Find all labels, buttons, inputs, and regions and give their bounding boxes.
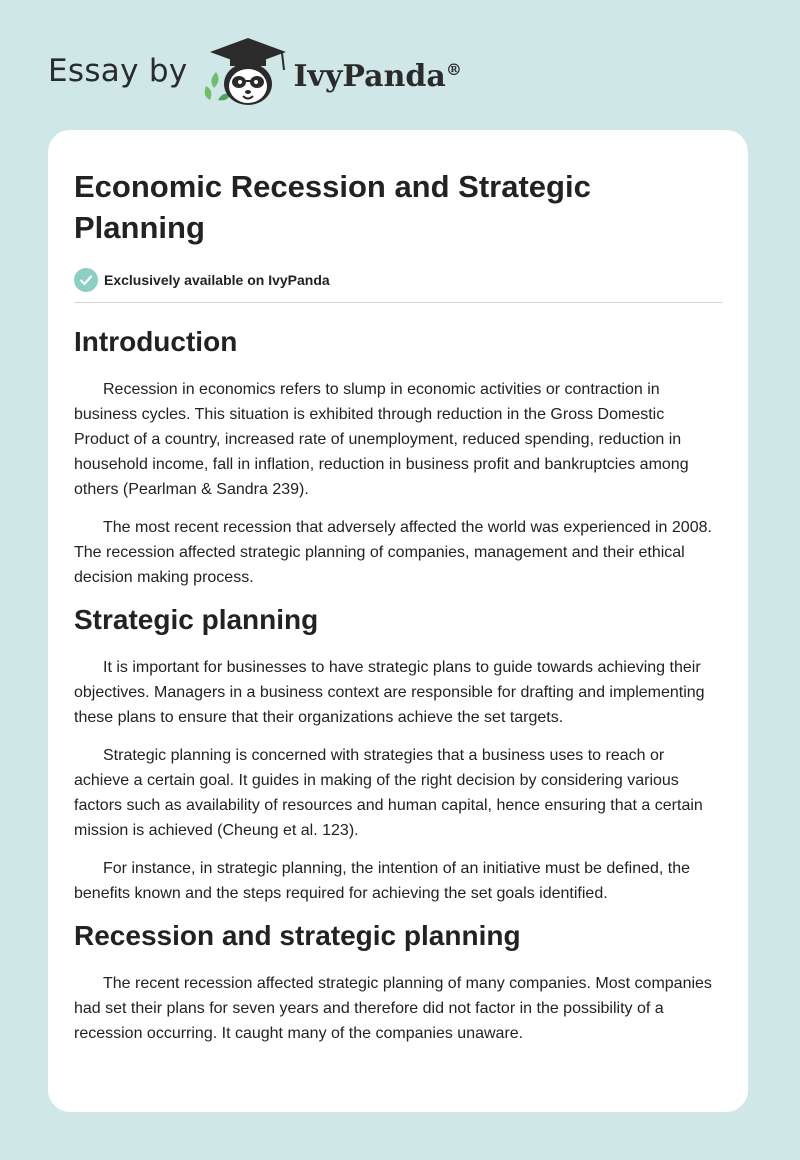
section-heading: Recession and strategic planning <box>74 920 521 951</box>
section-heading: Strategic planning <box>74 604 319 635</box>
section-introduction <box>74 325 722 590</box>
paragraph: The recent recession affected strategic planning of many companies. Most companies had set their plans for seven years and therefore did not factor in the possibility of a recession occurring. It caught many of the companies unaware. <box>74 975 712 1042</box>
exclusive-badge <box>74 266 722 294</box>
paragraph: Strategic planning is concerned with strategies that a business uses to reach or achieve a certain goal. It guides in making of the right decision by considering various factors such as availability of resources and human capital, hence ensuring that a certain mission is achieved (Cheung et al. 123). <box>74 747 703 839</box>
section-recession-and-strategic-planning <box>74 919 722 1046</box>
page-title: Economic Recession and Strategic Planning <box>74 169 591 245</box>
check-icon <box>74 268 98 292</box>
registered-mark: ® <box>445 59 462 79</box>
paragraph: It is important for businesses to have strategic plans to guide towards achieving their objectives. Managers in a business context are responsible for drafting and implementing these plans to ensure that their organizations achieve the set targets. <box>74 659 705 726</box>
brand-header <box>48 34 462 114</box>
brand-name: IvyPanda® <box>293 58 462 94</box>
section-heading: Introduction <box>74 326 238 357</box>
panda-graduate-icon <box>200 34 296 110</box>
brand-prefix: Essay by <box>48 53 188 89</box>
divider <box>74 302 722 303</box>
essay-card <box>48 130 748 1112</box>
paragraph: The most recent recession that adversely affected the world was experienced in 2008. The recession affected strategic planning of companies, management and their ethical decision making process. <box>74 519 712 586</box>
exclusive-label: Exclusively available on IvyPanda <box>104 272 330 288</box>
section-strategic-planning <box>74 603 722 906</box>
paragraph: For instance, in strategic planning, the intention of an initiative must be defined, the benefits known and the steps required for achieving the set goals identified. <box>74 860 691 902</box>
paragraph: Recession in economics refers to slump in economic activities or contraction in business cycles. This situation is exhibited through reduction in the Gross Domestic Product of a country, increased rate of unemployment, reduced spending, reduction in household income, fall in inflation, reduction in business profit and bankruptcies among others (Pearlman & Sandra 239). <box>74 381 689 498</box>
